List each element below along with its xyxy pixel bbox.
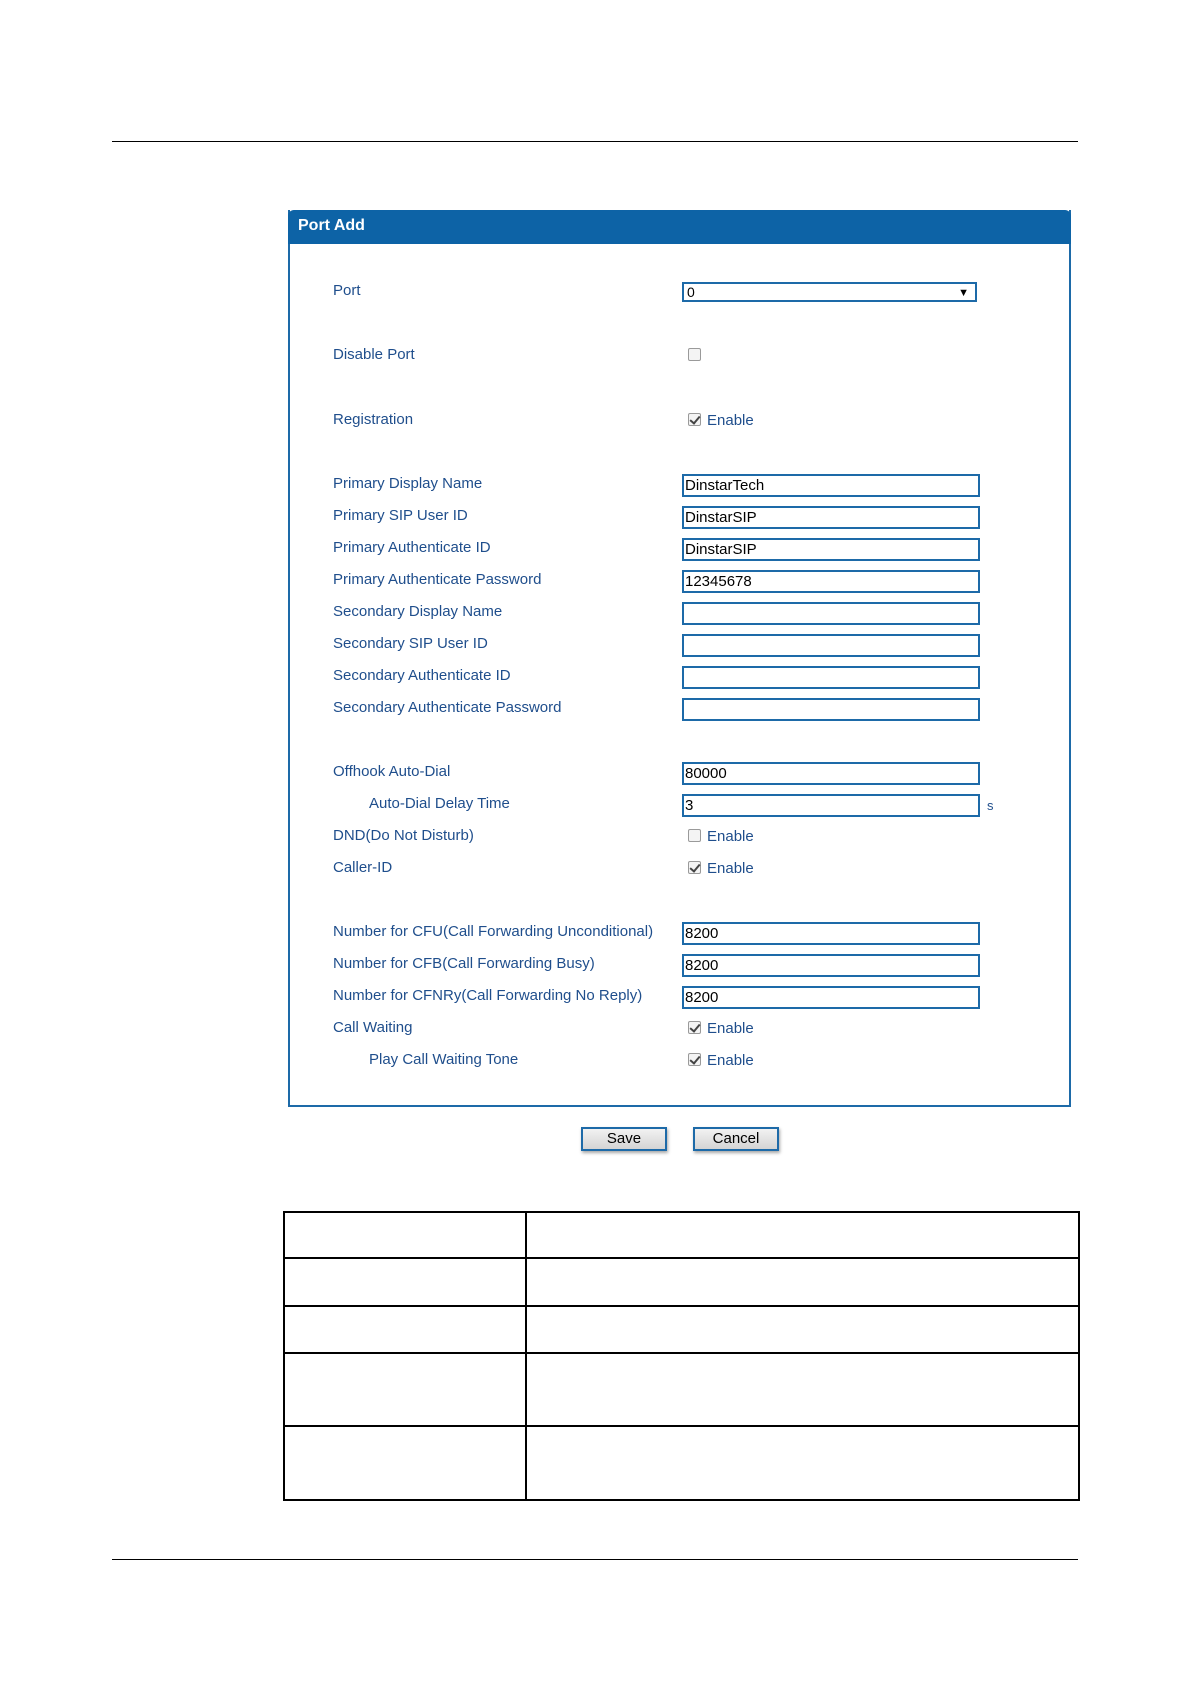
cancel-button[interactable]: Cancel xyxy=(693,1127,779,1151)
caller-id-label: Caller-ID xyxy=(333,859,393,876)
table-row xyxy=(284,1426,1079,1500)
table-row xyxy=(284,1258,1079,1306)
primary-sip-user-id-label: Primary SIP User ID xyxy=(333,507,468,524)
registration-enable-label: Enable xyxy=(707,412,754,429)
port-select-value: 0 xyxy=(687,284,695,300)
table-row xyxy=(284,1353,1079,1426)
primary-authenticate-password-input[interactable]: 12345678 xyxy=(682,570,980,593)
secondary-authenticate-password-input[interactable] xyxy=(682,698,980,721)
table-cell xyxy=(526,1306,1079,1353)
port-add-panel xyxy=(288,210,1071,1107)
chevron-down-icon: ▼ xyxy=(958,287,969,299)
cfnry-label: Number for CFNRy(Call Forwarding No Reply) xyxy=(333,987,643,1004)
play-call-waiting-tone-enable-label: Enable xyxy=(707,1052,754,1069)
cfu-input[interactable]: 8200 xyxy=(682,922,980,945)
registration-checkbox[interactable] xyxy=(688,413,701,426)
secondary-display-name-label: Secondary Display Name xyxy=(333,603,503,620)
table-cell xyxy=(284,1426,526,1500)
secondary-authenticate-password-label: Secondary Authenticate Password xyxy=(333,699,562,716)
secondary-authenticate-id-input[interactable] xyxy=(682,666,980,689)
disable-port-checkbox[interactable] xyxy=(688,348,701,361)
delay-unit-label: s xyxy=(987,798,994,813)
call-waiting-enable-label: Enable xyxy=(707,1020,754,1037)
play-call-waiting-tone-checkbox[interactable] xyxy=(688,1053,701,1066)
secondary-authenticate-id-label: Secondary Authenticate ID xyxy=(333,667,511,684)
primary-authenticate-password-label: Primary Authenticate Password xyxy=(333,571,542,588)
offhook-auto-dial-input[interactable]: 80000 xyxy=(682,762,980,785)
caller-id-checkbox[interactable] xyxy=(688,861,701,874)
port-label: Port xyxy=(333,282,361,299)
offhook-auto-dial-label: Offhook Auto-Dial xyxy=(333,763,451,780)
secondary-display-name-input[interactable] xyxy=(682,602,980,625)
dnd-enable-label: Enable xyxy=(707,828,754,845)
primary-authenticate-id-input[interactable]: DinstarSIP xyxy=(682,538,980,561)
primary-authenticate-id-label: Primary Authenticate ID xyxy=(333,539,491,556)
table-row xyxy=(284,1306,1079,1353)
caller-id-enable-label: Enable xyxy=(707,860,754,877)
primary-sip-user-id-input[interactable]: DinstarSIP xyxy=(682,506,980,529)
cfb-input[interactable]: 8200 xyxy=(682,954,980,977)
cfb-label: Number for CFB(Call Forwarding Busy) xyxy=(333,955,595,972)
auto-dial-delay-time-input[interactable]: 3 xyxy=(682,794,980,817)
table-cell xyxy=(284,1258,526,1306)
cfu-label: Number for CFU(Call Forwarding Unconditional) xyxy=(333,923,654,940)
secondary-sip-user-id-input[interactable] xyxy=(682,634,980,657)
secondary-sip-user-id-label: Secondary SIP User ID xyxy=(333,635,488,652)
save-button[interactable]: Save xyxy=(581,1127,667,1151)
table-cell xyxy=(526,1426,1079,1500)
cfnry-input[interactable]: 8200 xyxy=(682,986,980,1009)
table-cell xyxy=(526,1212,1079,1258)
primary-display-name-label: Primary Display Name xyxy=(333,475,483,492)
dnd-label: DND(Do Not Disturb) xyxy=(333,827,474,844)
table-row xyxy=(284,1212,1079,1258)
auto-dial-delay-time-label: Auto-Dial Delay Time xyxy=(369,795,510,812)
registration-label: Registration xyxy=(333,411,414,428)
table-cell xyxy=(526,1353,1079,1426)
call-waiting-label: Call Waiting xyxy=(333,1019,413,1036)
page-footer-rule xyxy=(112,1559,1078,1560)
call-waiting-checkbox[interactable] xyxy=(688,1021,701,1034)
page-header-rule xyxy=(112,141,1078,142)
dnd-checkbox[interactable] xyxy=(688,829,701,842)
play-call-waiting-tone-label: Play Call Waiting Tone xyxy=(369,1051,519,1068)
panel-title: Port Add xyxy=(298,217,365,234)
panel-header xyxy=(288,210,1071,244)
disable-port-label: Disable Port xyxy=(333,346,415,363)
table-cell xyxy=(284,1353,526,1426)
primary-display-name-input[interactable]: DinstarTech xyxy=(682,474,980,497)
port-select[interactable] xyxy=(682,282,977,302)
parameter-table xyxy=(283,1211,1080,1501)
table-cell xyxy=(284,1212,526,1258)
table-cell xyxy=(284,1306,526,1353)
table-cell xyxy=(526,1258,1079,1306)
